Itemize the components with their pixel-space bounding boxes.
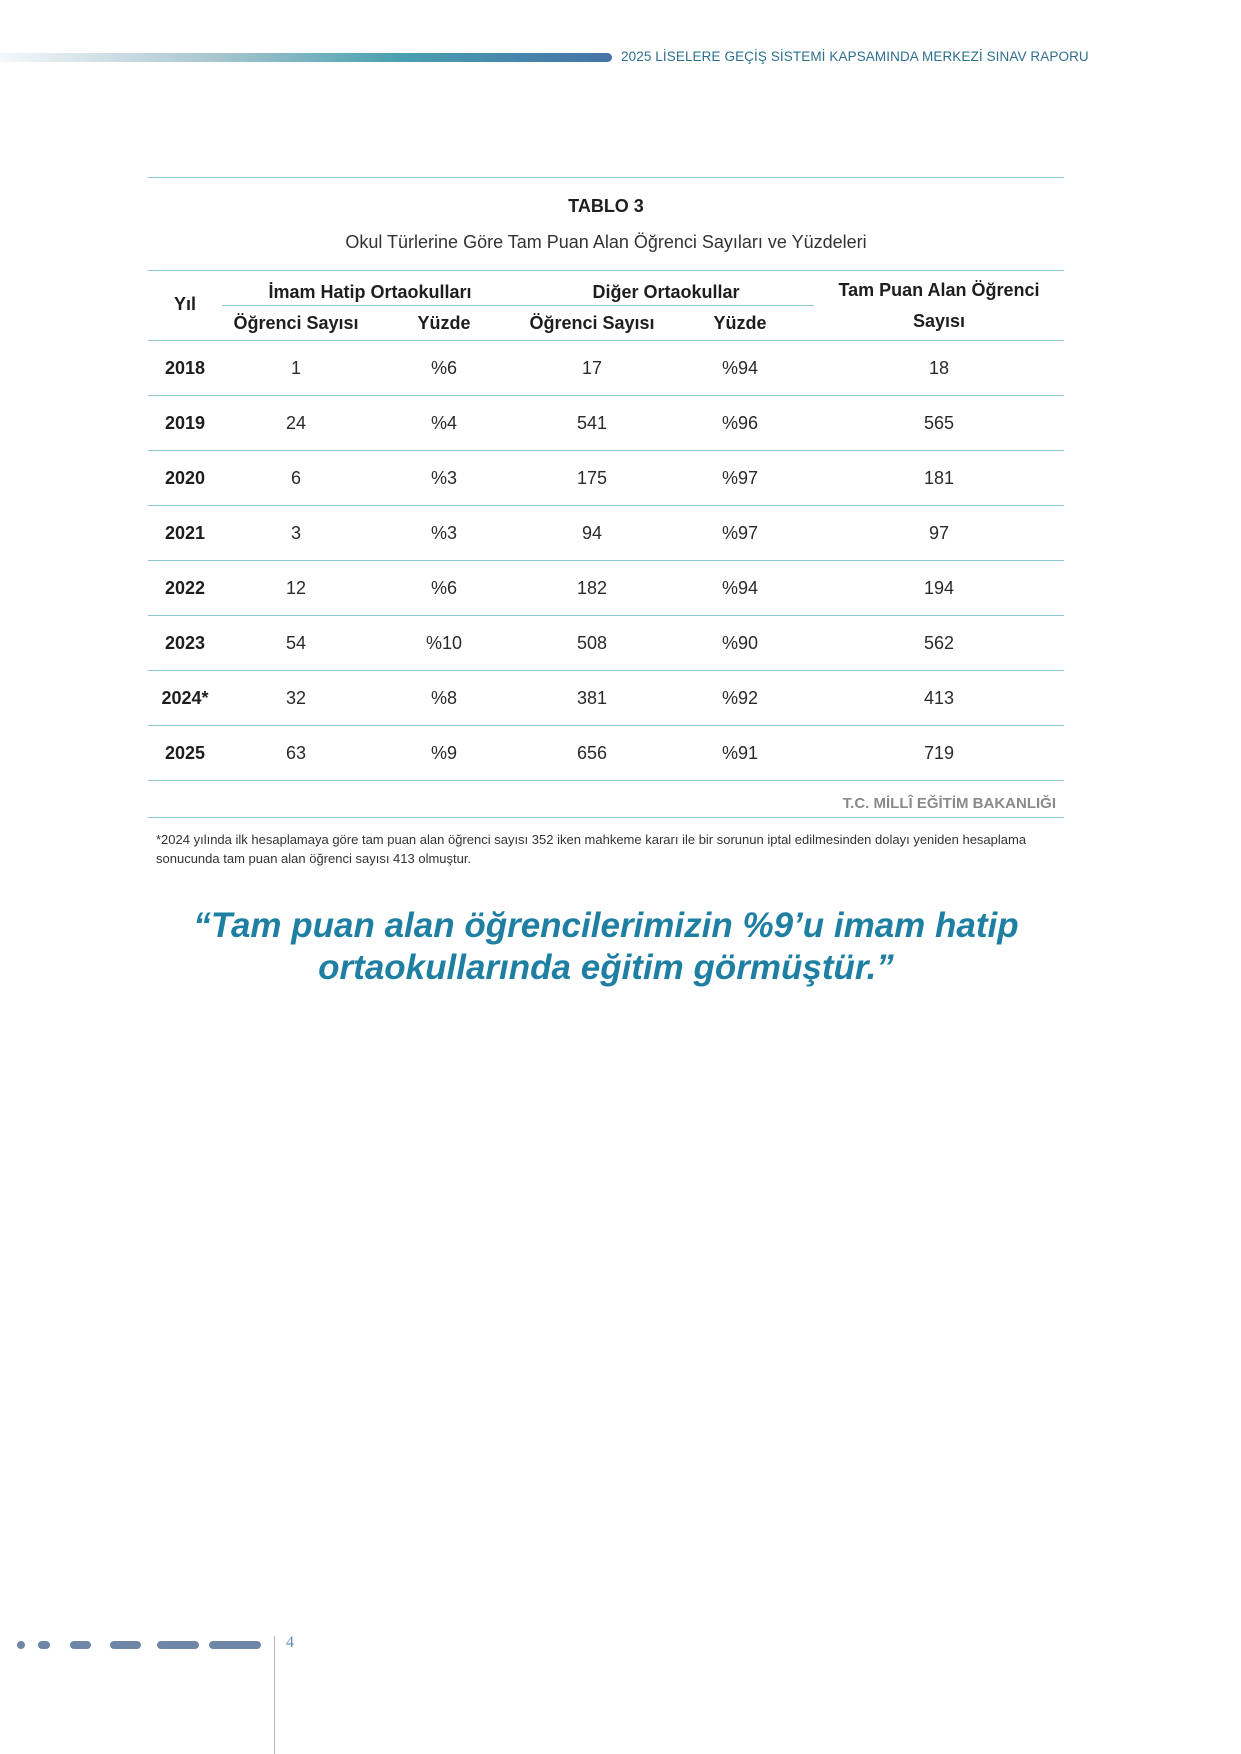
cell-total: 413: [814, 671, 1064, 726]
header-imam-hatip: İmam Hatip Ortaokulları: [222, 271, 518, 306]
footer-divider: [274, 1636, 275, 1754]
cell-ih-percent: %9: [370, 726, 518, 781]
cell-year: 2019: [148, 396, 222, 451]
cell-ih-percent: %3: [370, 506, 518, 561]
header-other-schools: Diğer Ortaokullar: [518, 271, 814, 306]
cell-ih-percent: %3: [370, 451, 518, 506]
cell-ih-percent: %4: [370, 396, 518, 451]
cell-other-count: 17: [518, 341, 666, 396]
footnote-rule: [148, 817, 1064, 818]
cell-total: 181: [814, 451, 1064, 506]
cell-total: 719: [814, 726, 1064, 781]
table-row: [148, 451, 1064, 506]
cell-ih-count: 63: [222, 726, 370, 781]
cell-other-count: 541: [518, 396, 666, 451]
footer-dot-1: [17, 1641, 25, 1649]
cell-other-count: 381: [518, 671, 666, 726]
cell-year: 2025: [148, 726, 222, 781]
cell-ih-count: 3: [222, 506, 370, 561]
cell-ih-count: 32: [222, 671, 370, 726]
cell-other-percent: %94: [666, 341, 814, 396]
cell-other-percent: %97: [666, 506, 814, 561]
cell-ih-count: 24: [222, 396, 370, 451]
page-number: 4: [286, 1634, 294, 1651]
cell-ih-percent: %6: [370, 561, 518, 616]
cell-other-count: 175: [518, 451, 666, 506]
header-total: [814, 271, 1064, 341]
cell-ih-count: 54: [222, 616, 370, 671]
header-gradient-bar: [0, 53, 612, 62]
cell-other-count: 508: [518, 616, 666, 671]
cell-year: 2023: [148, 616, 222, 671]
cell-other-percent: %91: [666, 726, 814, 781]
cell-ih-count: 12: [222, 561, 370, 616]
table-caption: Okul Türlerine Göre Tam Puan Alan Öğrenci Sayıları ve Yüzdeleri: [345, 232, 867, 252]
table-row: [148, 561, 1064, 616]
cell-year: 2018: [148, 341, 222, 396]
cell-ih-count: 6: [222, 451, 370, 506]
footer-dot-5: [157, 1641, 199, 1649]
cell-other-percent: %96: [666, 396, 814, 451]
table-footnote: *2024 yılında ilk hesaplamaya göre tam puan alan öğrenci sayısı 352 iken mahkeme kararı ile bir sorunun iptal edilmesinden dolayı yeniden hesaplama sonucunda tam puan alan öğrenci sayısı 413 olmuştur.: [156, 832, 1027, 866]
cell-year: 2020: [148, 451, 222, 506]
cell-total: 18: [814, 341, 1064, 396]
table-row: [148, 671, 1064, 726]
header-total-line1: Tam Puan Alan Öğrenci: [838, 279, 1040, 300]
cell-year: 2024*: [148, 671, 222, 726]
footer-dot-3: [70, 1641, 91, 1649]
pull-quote-line2: ortaokullarında eğitim görmüştür.”: [318, 948, 894, 987]
cell-other-percent: %97: [666, 451, 814, 506]
header-ih-count: Öğrenci Sayısı: [222, 306, 370, 341]
pull-quote-line1: “Tam puan alan öğrencilerimizin %9’u imam hatip: [193, 906, 1019, 945]
cell-other-percent: %90: [666, 616, 814, 671]
cell-other-percent: %92: [666, 671, 814, 726]
table-row: [148, 341, 1064, 396]
cell-other-count: 94: [518, 506, 666, 561]
cell-year: 2021: [148, 506, 222, 561]
pull-quote: [148, 905, 1064, 989]
footer-dot-2: [38, 1641, 50, 1649]
cell-total: 565: [814, 396, 1064, 451]
report-header-title: 2025 LİSELERE GEÇİŞ SİSTEMİ KAPSAMINDA MERKEZİ SINAV RAPORU: [621, 49, 1089, 64]
table-row: [148, 506, 1064, 561]
cell-year: 2022: [148, 561, 222, 616]
table-row: [148, 396, 1064, 451]
header-other-count: Öğrenci Sayısı: [518, 306, 666, 341]
header-ih-percent: Yüzde: [370, 306, 518, 341]
cell-total: 97: [814, 506, 1064, 561]
cell-ih-count: 1: [222, 341, 370, 396]
footer-dot-4: [110, 1641, 141, 1649]
table-top-rule: [148, 177, 1064, 178]
table-label: TABLO 3: [568, 196, 644, 216]
cell-ih-percent: %10: [370, 616, 518, 671]
table-row: [148, 726, 1064, 781]
header-other-percent: Yüzde: [666, 306, 814, 341]
cell-total: 562: [814, 616, 1064, 671]
header-total-line2: Sayısı: [912, 310, 966, 331]
cell-other-count: 656: [518, 726, 666, 781]
table-row: [148, 616, 1064, 671]
cell-other-count: 182: [518, 561, 666, 616]
results-table: [148, 271, 1064, 781]
cell-other-percent: %94: [666, 561, 814, 616]
header-year: Yıl: [148, 271, 222, 341]
cell-total: 194: [814, 561, 1064, 616]
table-section: [148, 177, 1064, 868]
footer-dot-6: [209, 1641, 261, 1649]
cell-ih-percent: %8: [370, 671, 518, 726]
cell-ih-percent: %6: [370, 341, 518, 396]
table-source: T.C. MİLLÎ EĞİTİM BAKANLIĞI: [842, 795, 1056, 812]
